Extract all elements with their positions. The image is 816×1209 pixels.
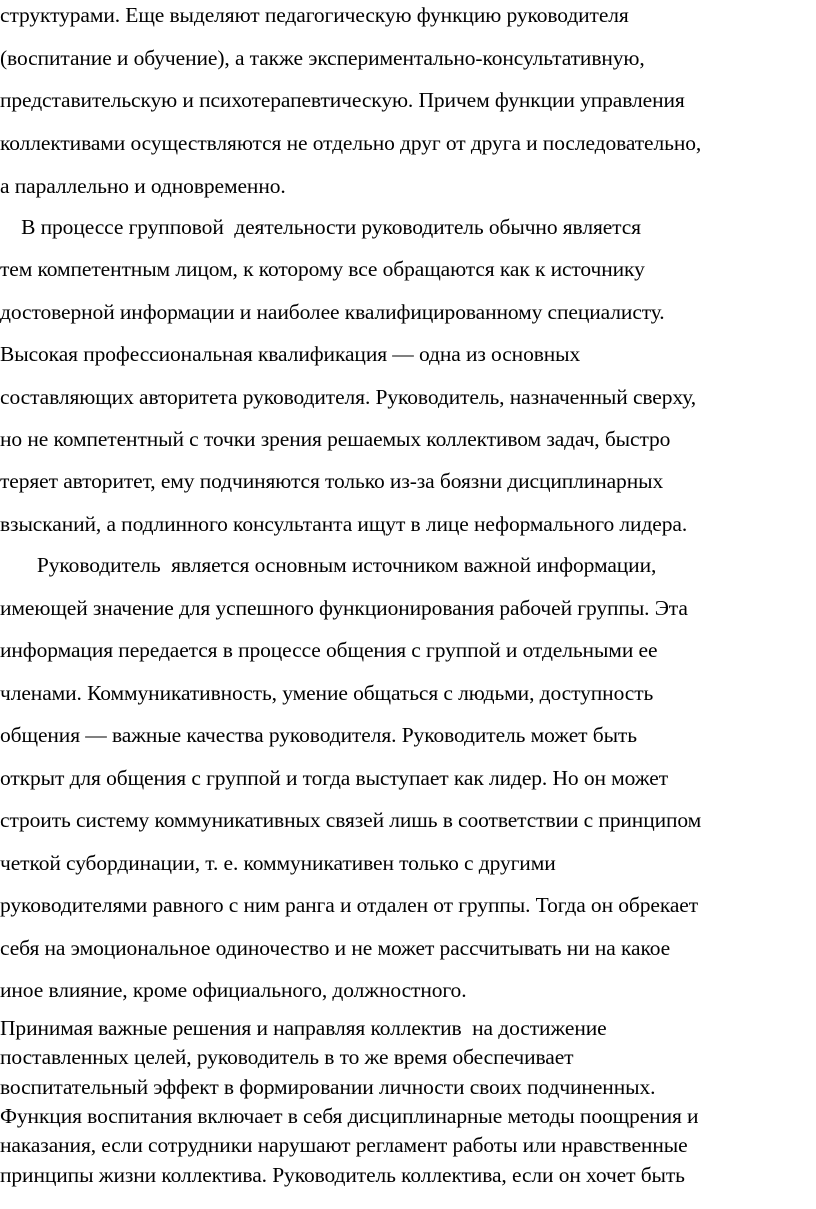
- text-line: составляющих авторитета руководителя. Руководитель, назначенный сверху,: [0, 384, 697, 409]
- text-line: В процессе групповой деятельности руководитель обычно является: [0, 215, 641, 239]
- text-line: Высокая профессиональная квалификация — одна из основных: [0, 342, 581, 367]
- text-line: структурами. Еще выделяют педагогическую функцию руководителя: [0, 3, 629, 27]
- text-line: Функция воспитания включает в себя дисциплинарные методы поощрения и: [0, 1103, 699, 1128]
- text-line: информация передается в процессе общения с группой и отдельными ее: [0, 638, 658, 662]
- text-line: членами. Коммуникативность, умение общаться с людьми, доступность: [0, 680, 654, 705]
- text-line: строить систему коммуникативных связей лишь в соответствии с принципом: [0, 808, 702, 832]
- text-line: открыт для общения с группой и тогда выступает как лидер. Но он может: [0, 765, 668, 790]
- text-line: представительскую и психотерапевтическую. Причем функции управления: [0, 88, 685, 113]
- text-line: (воспитание и обучение), а также экспериментально-консультативную,: [0, 45, 645, 70]
- text-line: принципы жизни коллектива. Руководитель коллектива, если он хочет быть: [0, 1162, 685, 1187]
- text-line: достоверной информации и наиболее квалифицированному специалисту.: [0, 299, 665, 324]
- text-line: Руководитель является основным источником важной информации,: [0, 553, 657, 577]
- text-line: четкой субординации, т. е. коммуникативен только с другими: [0, 850, 556, 875]
- text-line: воспитательный эффект в формировании личности своих подчиненных.: [0, 1074, 656, 1099]
- text-line: поставленных целей, руководитель в то же время обеспечивает: [0, 1045, 574, 1070]
- text-line: тем компетентным лицом, к которому все обращаются как к источнику: [0, 257, 645, 282]
- text-line: а параллельно и одновременно.: [0, 173, 286, 198]
- text-line: наказания, если сотрудники нарушают регламент работы или нравственные: [0, 1133, 688, 1158]
- text-line: общения — важные качества руководителя. Руководитель может быть: [0, 723, 637, 747]
- text-line: имеющей значение для успешного функционирования рабочей группы. Эта: [0, 595, 688, 620]
- text-line: теряет авторитет, ему подчиняются только из-за боязни дисциплинарных: [0, 469, 664, 494]
- text-line: руководителями равного с ним ранга и отдален от группы. Тогда он обрекает: [0, 893, 699, 917]
- text-line: Принимая важные решения и направляя коллектив на достижение: [0, 1016, 607, 1040]
- text-line: себя на эмоциональное одиночество и не может рассчитывать ни на какое: [0, 935, 671, 960]
- text-line: коллективами осуществляются не отдельно друг от друга и последовательно,: [0, 131, 702, 156]
- text-line: но не компетентный с точки зрения решаемых коллективом задач, быстро: [0, 427, 671, 451]
- text-line: взысканий, а подлинного консультанта ищут в лице неформального лидера.: [0, 511, 688, 536]
- text-line: иное влияние, кроме официального, должностного.: [0, 978, 467, 1002]
